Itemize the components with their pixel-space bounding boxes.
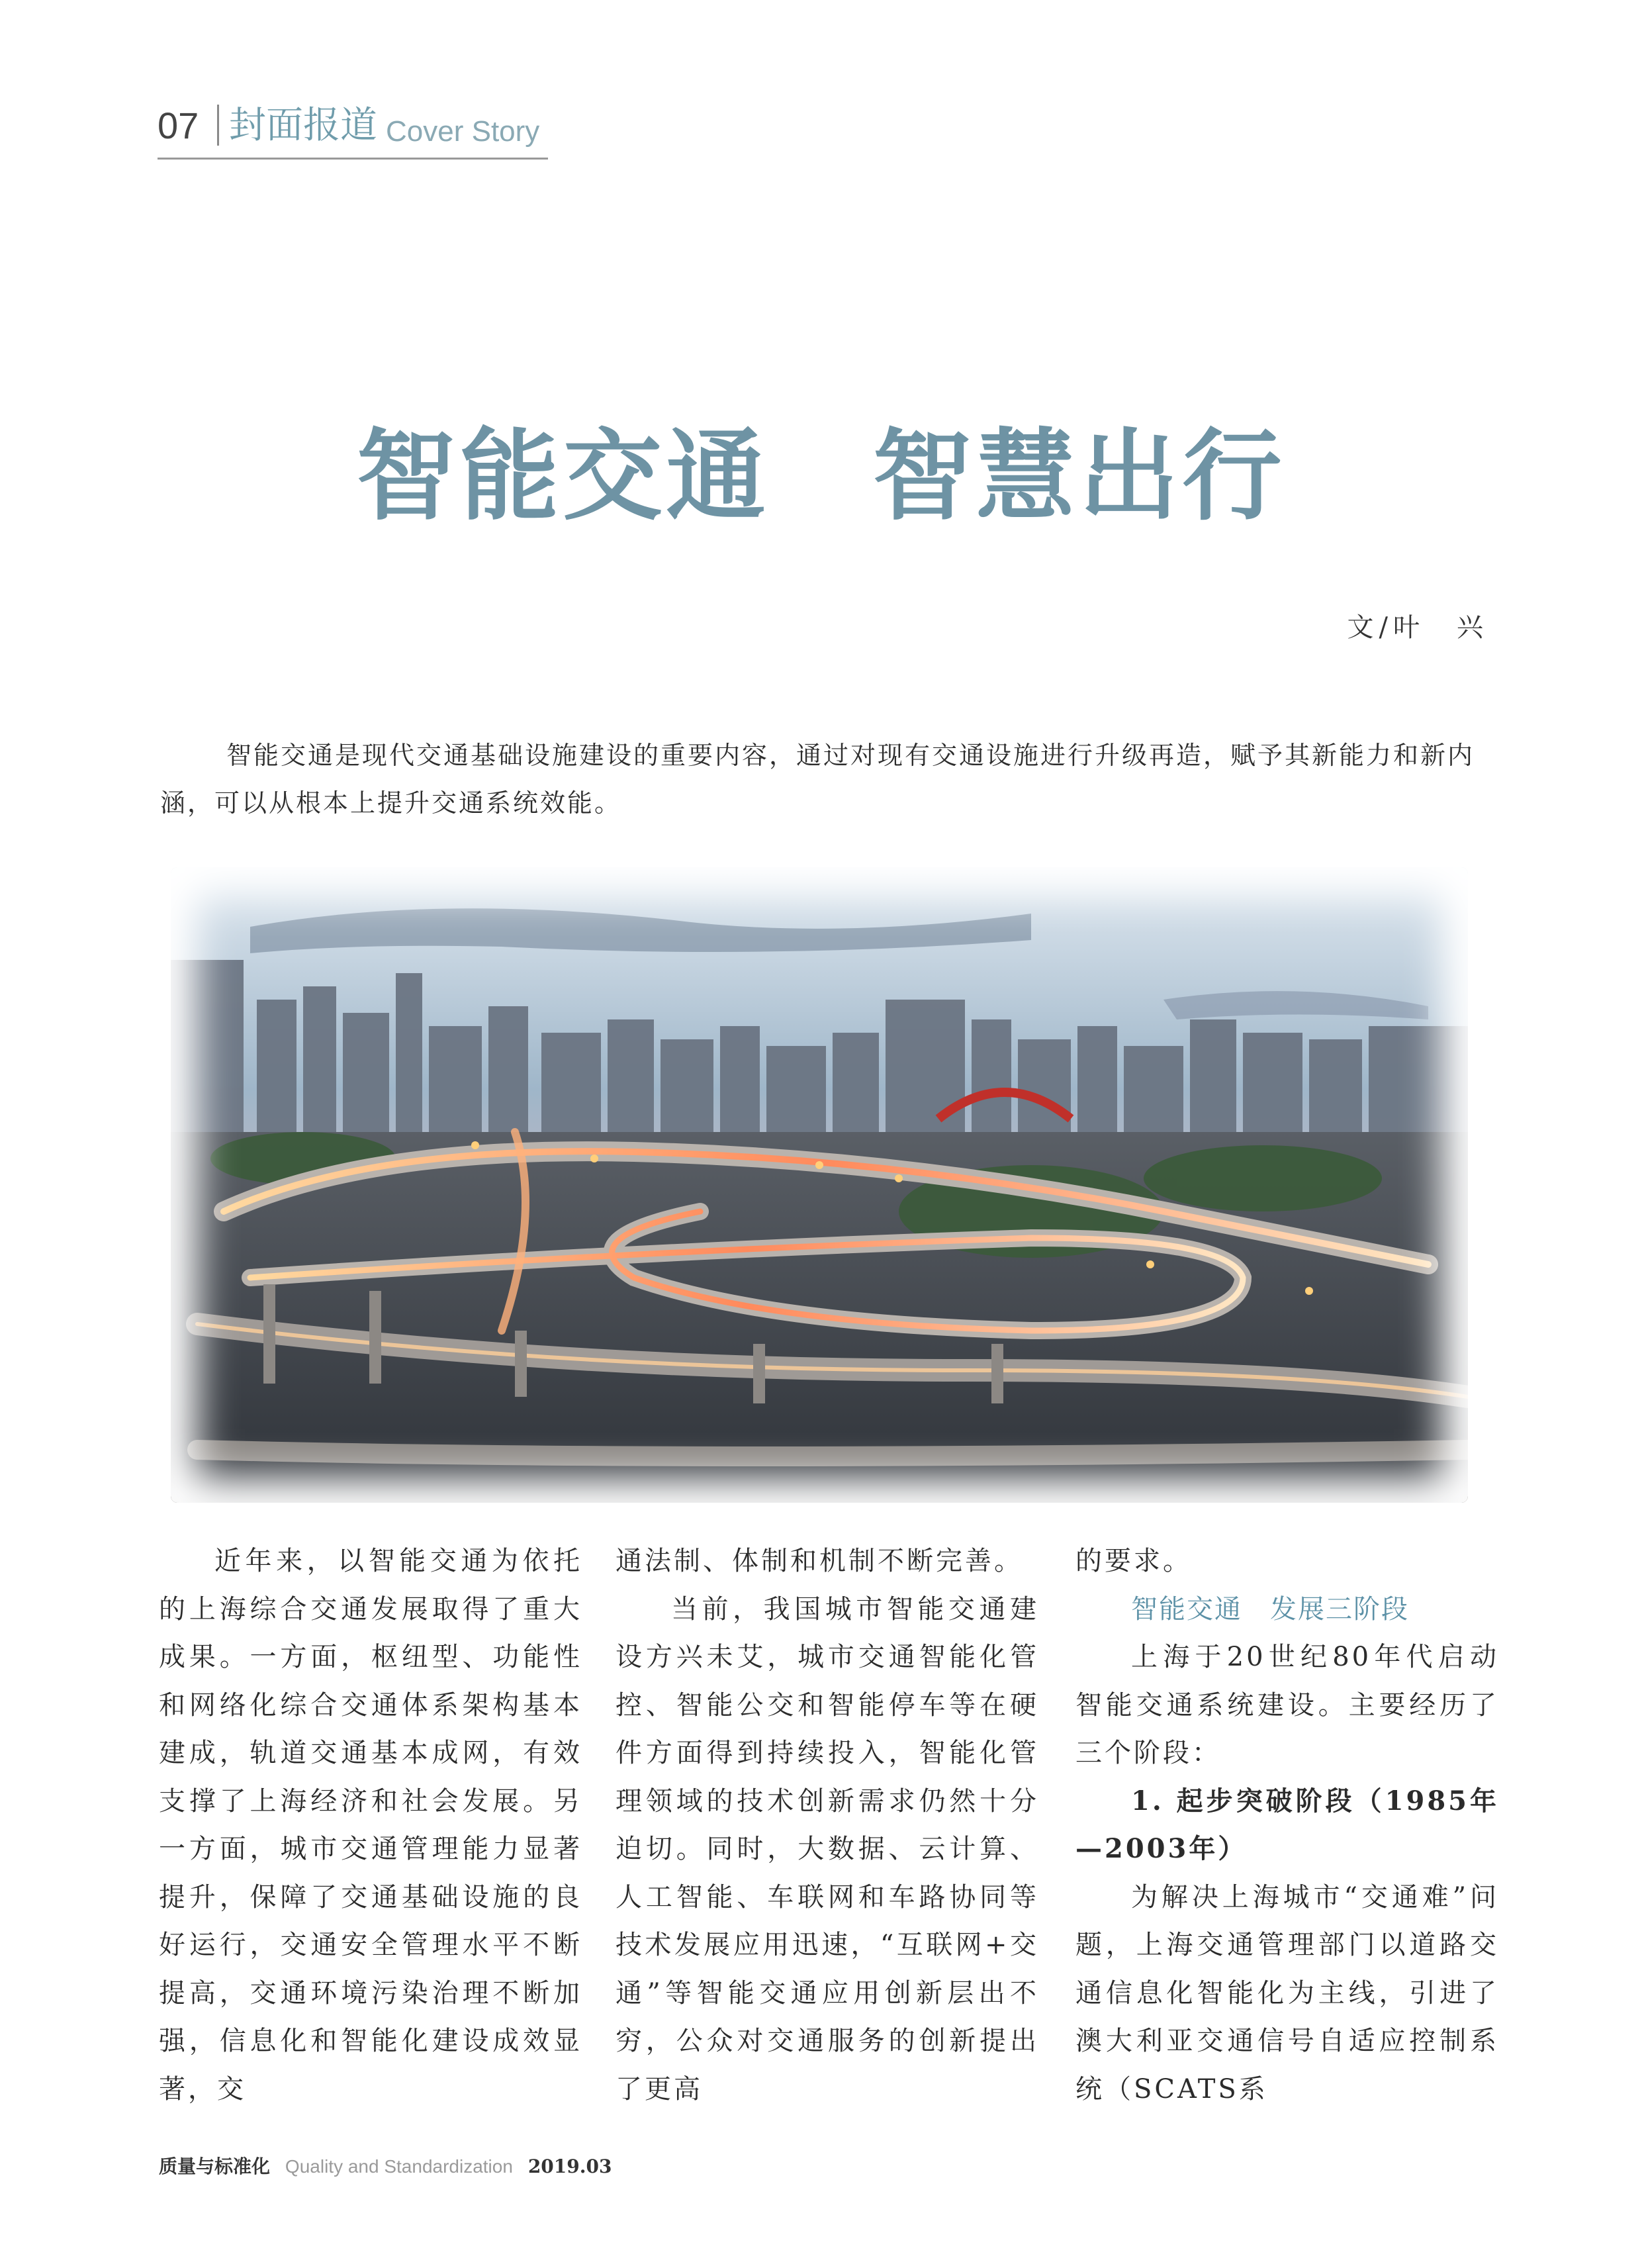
page-number: 07 bbox=[158, 105, 199, 146]
byline: 文/叶 兴 bbox=[1347, 612, 1488, 643]
lede-paragraph: 智能交通是现代交通基础设施建设的重要内容，通过对现有交通设施进行升级再造，赋予其新能力和新内涵，可以从根本上提升交通系统效能。 bbox=[160, 741, 1475, 818]
stage-heading: 1. 起步突破阶段（1985年—2003年） bbox=[1075, 1785, 1499, 1864]
magazine-name-en: Quality and Standardization bbox=[285, 2156, 513, 2177]
section-subtitle: Cover Story bbox=[386, 115, 540, 148]
body-column-3 bbox=[1075, 1537, 1499, 2113]
header-divider bbox=[217, 105, 219, 146]
header-rule bbox=[158, 158, 548, 160]
issue-date: 2019.03 bbox=[527, 2155, 612, 2177]
article-title: 智能交通 智慧出行 bbox=[356, 419, 1286, 534]
body-paragraph: 当前，我国城市智能交通建设方兴未艾，城市交通智能化管控、智能公交和智能停车等在硬件方面得到持续投入，智能化管理领域的技术创新需求仍然十分迫切。同时，大数据、云计算、人工智能、车联网和车路协同等技术发展应用迅速，“互联网+交通”等智能交通应用创新层出不穷，公众对交通服务的创新提出了更高 bbox=[616, 1593, 1039, 2104]
section-title: 封面报道 bbox=[229, 104, 377, 147]
body-paragraph: 近年来，以智能交通为依托的上海综合交通发展取得了重大成果。一方面，枢纽型、功能性和网络化综合交通体系架构基本建成，轨道交通基本成网，有效支撑了上海经济和社会发展。另一方面，城市交通管理能力显著提升，保障了交通基础设施的良好运行，交通安全管理水平不断提高，交通环境污染治理不断加强，信息化和智能化建设成效显著，交 bbox=[159, 1546, 582, 2104]
body-paragraph: 通法制、体制和机制不断完善。 bbox=[616, 1546, 1023, 1576]
section-subheading: 智能交通 发展三阶段 bbox=[1131, 1593, 1409, 1625]
body-column-2 bbox=[616, 1537, 1039, 2113]
interchange-illustration bbox=[171, 867, 1468, 1503]
interchange-photo bbox=[171, 867, 1468, 1503]
magazine-name: 质量与标准化 bbox=[159, 2155, 271, 2177]
page-footer bbox=[159, 2150, 612, 2183]
body-column-1 bbox=[159, 1537, 582, 2113]
body-paragraph: 的要求。 bbox=[1075, 1546, 1192, 1576]
body-paragraph: 上海于20世纪80年代启动智能交通系统建设。主要经历了三个阶段： bbox=[1075, 1642, 1499, 1768]
body-paragraph: 为解决上海城市“交通难”问题，上海交通管理部门以道路交通信息化智能化为主线，引进了澳大利亚交通信号自适应控制系统（SCATS系 bbox=[1075, 1881, 1499, 2104]
